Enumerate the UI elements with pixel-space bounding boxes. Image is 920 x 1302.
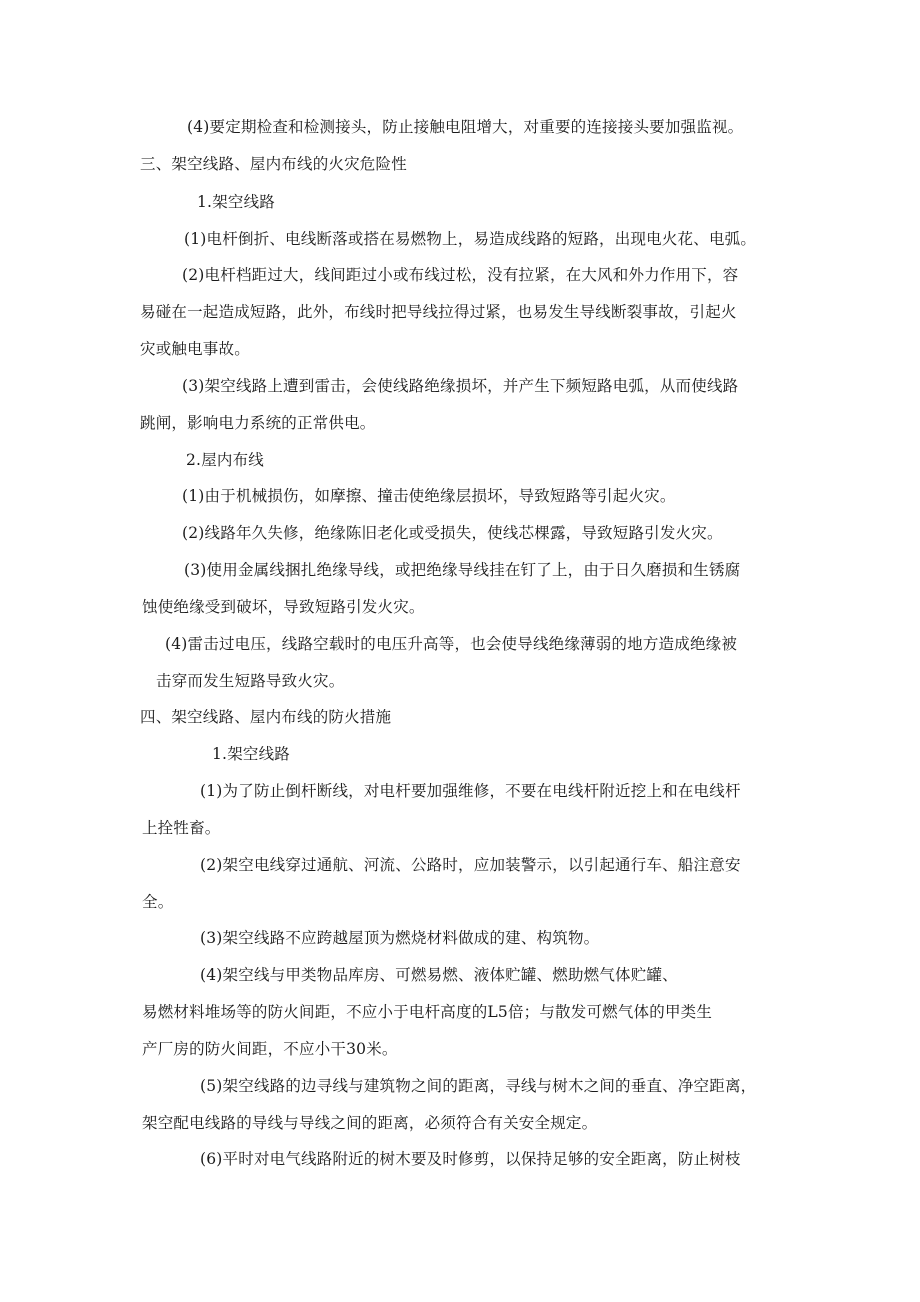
section-heading: 四、架空线路、屋内布线的防火措施 xyxy=(140,708,392,726)
paragraph-line: (2)线路年久失修，绝缘陈旧老化或受损失，使线芯棵露，导致短路引发火灾。 xyxy=(182,524,723,542)
paragraph-line: (2)架空电线穿过通航、河流、公路时，应加装警示，以引起通行车、船注意安 xyxy=(200,856,741,874)
subsection-heading: 1.架空线路 xyxy=(197,193,275,211)
paragraph-line: 产厂房的防火间距，不应小干30米。 xyxy=(142,1040,398,1058)
paragraph-line: (4)雷击过电压，线路空载时的电压升高等，也会使导线绝缘薄弱的地方造成绝缘被 xyxy=(165,635,738,653)
paragraph-line: 灾或触电事故。 xyxy=(140,340,250,358)
paragraph-line: 全。 xyxy=(142,893,174,911)
paragraph-line: 跳闸，影响电力系统的正常供电。 xyxy=(140,414,376,432)
paragraph-line: (1)为了防止倒杆断线，对电杆要加强维修，不要在电线杆附近挖上和在电线杆 xyxy=(200,782,741,800)
paragraph-line: (6)平时对电气线路附近的树木要及时修剪，以保持足够的安全距离，防止树枝 xyxy=(200,1150,741,1168)
paragraph-line: (3)架空线路上遭到雷击，会使线路绝缘损坏，并产生下频短路电弧，从而使线路 xyxy=(182,377,739,395)
paragraph-line: (5)架空线路的边寻线与建筑物之间的距离，寻线与树木之间的垂直、净空距离， xyxy=(200,1077,757,1095)
paragraph-line: (4)要定期检查和检测接头，防止接触电阻增大，对重要的连接接头要加强监视。 xyxy=(187,118,744,136)
section-heading: 三、架空线路、屋内布线的火灾危险性 xyxy=(140,155,407,173)
paragraph-line: 架空配电线路的导线与导线之间的距离，必须符合有关安全规定。 xyxy=(142,1114,598,1132)
paragraph-line: 上拴牲畜。 xyxy=(142,819,221,837)
paragraph-line: 易燃材料堆场等的防火间距，不应小于电杆高度的L5倍；与散发可燃气体的甲类生 xyxy=(142,1003,713,1021)
paragraph-line: (1)由于机械损伤，如摩擦、撞击使绝缘层损坏，导致短路等引起火灾。 xyxy=(182,487,676,505)
paragraph-line: (2)电杆档距过大，线间距过小或布线过松，没有拉紧，在大风和外力作用下，容 xyxy=(182,266,739,284)
paragraph-line: (3)架空线路不应跨越屋顶为燃烧材料做成的建、构筑物。 xyxy=(200,929,600,947)
paragraph-line: 击穿而发生短路导致火灾。 xyxy=(156,672,345,690)
paragraph-line: 易碰在一起造成短路，此外，布线时把导线拉得过紧，也易发生导线断裂事故，引起火 xyxy=(140,303,737,321)
paragraph-line: (4)架空线与甲类物品库房、可燃易燃、液体贮罐、燃助燃气体贮罐、 xyxy=(200,966,678,984)
subsection-heading: 2.屋内布线 xyxy=(186,451,264,469)
paragraph-line: 蚀使绝缘受到破坏，导致短路引发火灾。 xyxy=(142,598,425,616)
paragraph-line: (1)电杆倒折、电线断落或搭在易燃物上，易造成线路的短路，出现电火花、电弧。 xyxy=(184,230,757,248)
subsection-heading: 1.架空线路 xyxy=(212,745,290,763)
paragraph-line: (3)使用金属线捆扎绝缘导线，或把绝缘导线挂在钉了上，由于日久磨损和生锈腐 xyxy=(184,561,741,579)
